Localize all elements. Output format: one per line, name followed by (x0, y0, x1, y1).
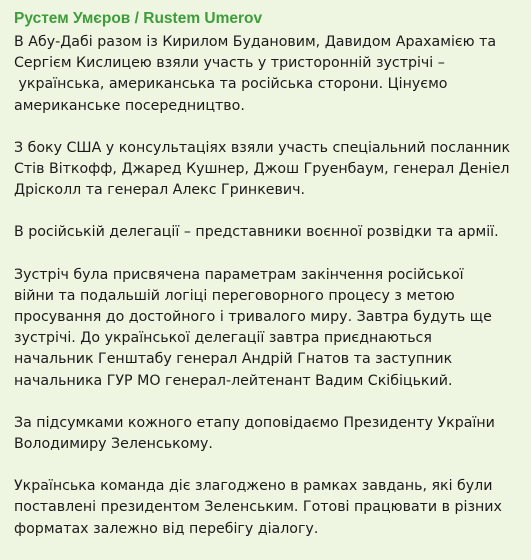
message-line: З боку США у консультаціях взяли участь спеціальний посланник (14, 139, 511, 156)
message-paragraph (14, 476, 517, 540)
message-line: В Абу-Дабі разом із Кирилом Будановим, Давидом Арахамією та (14, 34, 497, 50)
sender-name[interactable]: Рустем Умєров / Rustem Umerov (14, 10, 263, 27)
message-line: американське посередництво. (14, 97, 245, 114)
message-line: просування до достойного і тривалого миру. Завтра будуть ще (14, 309, 492, 326)
message-line: форматах залежно від перебігу діалогу. (14, 520, 319, 537)
message-paragraph (14, 413, 517, 455)
message-line: українська, американська та російська сторони. Цінуємо (14, 76, 448, 93)
message-line: Володимиру Зеленському. (14, 436, 213, 453)
message-text (14, 32, 517, 540)
message-line: Дрісколл та генерал Алекс Гринкевич. (14, 182, 305, 199)
message-paragraph (14, 138, 517, 202)
message-paragraph (14, 265, 517, 392)
message-line: Українська команда діє злагоджено в рамках завдань, які були (14, 478, 493, 495)
message-line: зустрічі. До української делегації завтра приєднаються (14, 330, 432, 347)
message-line: начальника ГУР МО генерал-лейтенант Вадим Скібіцький. (14, 372, 453, 389)
message-line: Зустріч була присвячена параметрам закінчення російської (14, 266, 464, 283)
message-line: війни та подальшій логіці переговорного процесу з метою (14, 287, 455, 304)
message-paragraph (14, 222, 517, 243)
message-line: Стів Віткофф, Джаред Кушнер, Джош Груенбаум, генерал Деніел (14, 161, 510, 178)
message-line: В російській делегації – представники воєнної розвідки та армії. (14, 224, 499, 241)
message-line: начальник Генштабу генерал Андрій Гнатов та заступник (14, 351, 453, 368)
message-line: Сергієм Кислицею взяли участь у тристоронній зустрічі – (14, 55, 445, 72)
message-line: За підсумками кожного етапу доповідаємо Президенту України (14, 414, 495, 431)
message-line: поставлені президентом Зеленським. Готові працювати в різних (14, 499, 502, 516)
message-paragraph (14, 32, 517, 117)
